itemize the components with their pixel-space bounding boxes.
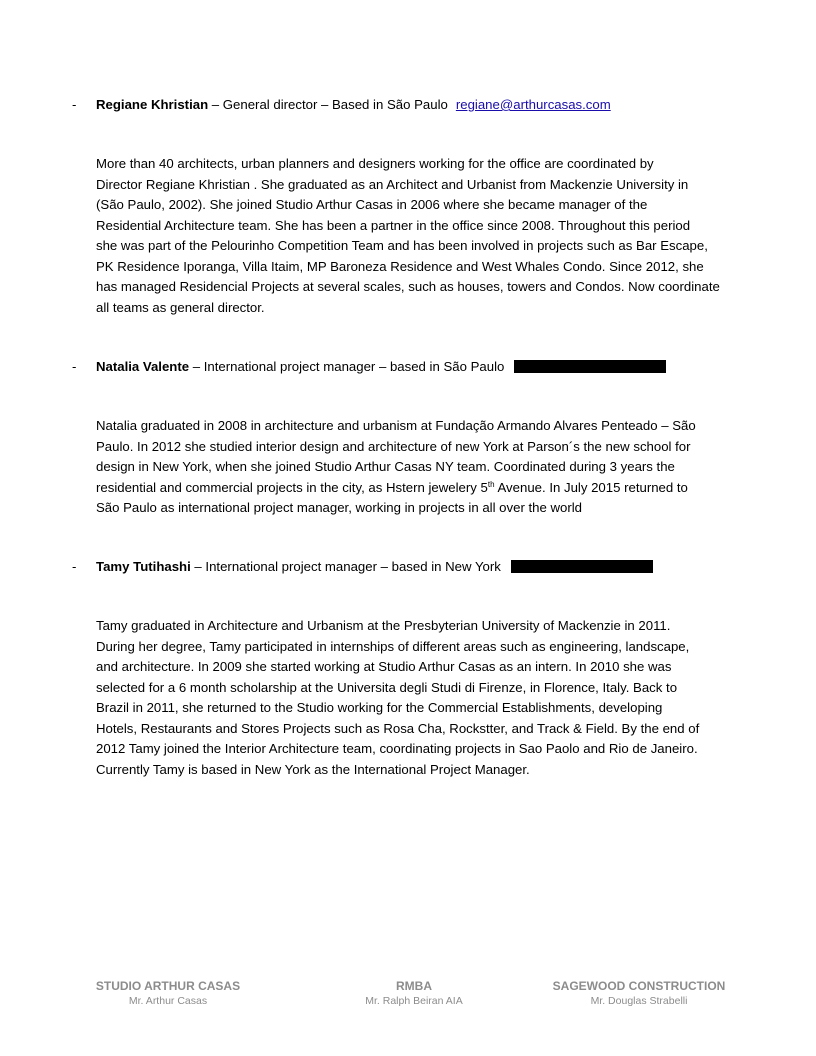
footer-person: Mr. Arthur Casas	[128, 995, 208, 1007]
footer-rmba	[330, 978, 498, 1008]
bio-natalia	[96, 416, 724, 519]
bio-regiane	[96, 154, 724, 318]
bio-line: 2012 Tamy joined the Interior Architecture team, coordinating projects in Sao Paolo and Rio de Janeiro.	[96, 741, 698, 756]
bio-line: Residential Architecture team. She has been a partner in the office since 2008. Throughout this period	[96, 217, 691, 233]
footer-org: STUDIO ARTHUR CASAS	[95, 979, 241, 993]
footer-sagewood-construction	[546, 978, 732, 1008]
footer-org: RMBA	[396, 979, 432, 993]
bio-line: she was part of the Pelourinho Competition Team and has been involved in projects such as Bar Escape,	[96, 238, 708, 253]
bio-line: During her degree, Tamy participated in internships of different areas such as engineering, landscape,	[96, 638, 690, 654]
bio-line: Currently Tamy is based in New York as the International Project Manager.	[96, 761, 530, 777]
page-footer	[0, 978, 816, 1018]
bullet-dash: -	[72, 359, 77, 374]
bio-line: Hotels, Restaurants and Stores Projects such as Rosa Cha, Rockstter, and Track & Field. By the end of	[96, 720, 700, 736]
heading-text	[96, 357, 666, 377]
redacted-email	[514, 360, 666, 373]
bio-line	[96, 478, 724, 499]
heading-text	[96, 95, 611, 115]
person-role: – General director – Based in São Paulo	[208, 97, 448, 112]
bio-line: PK Residence Iporanga, Villa Itaim, MP Baroneza Residence and West Whales Condo. Since 2012, she	[96, 258, 704, 274]
bio-line: São Paulo as international project manager, working in projects in all over the world	[96, 500, 583, 515]
bullet-dash: -	[72, 559, 77, 574]
bullet-dash: -	[72, 97, 77, 112]
email-link[interactable]: regiane@arthurcasas.com	[455, 97, 611, 112]
footer-person: Mr. Douglas Strabelli	[590, 995, 688, 1007]
bio-line: Natalia graduated in 2008 in architecture and urbanism at Fundação Armando Alvares Penteado – São	[96, 418, 696, 433]
footer-org: SAGEWOOD CONSTRUCTION	[552, 979, 726, 993]
bio-line: has managed Residencial Projects at several scales, such as houses, towers and Condos. Now coordinate	[96, 279, 720, 294]
bio-line: selected for a 6 month scholarship at the Universita degli Studi di Firenze, in Florence, Italy. Back to	[96, 679, 678, 695]
person-role: – International project manager – based in New York	[190, 559, 501, 574]
bio-line: Paulo. In 2012 she studied interior design and architecture of new York at Parson´s the new school for	[96, 438, 691, 454]
person-role: – International project manager – based in São Paulo	[189, 359, 505, 374]
bio-text: residential and commercial projects in the city, as Hstern jewelery 5	[96, 479, 488, 495]
person-name: Natalia Valente	[96, 359, 190, 374]
bio-line: all teams as general director.	[96, 299, 265, 315]
footer-person: Mr. Ralph Beiran AIA	[365, 995, 463, 1007]
footer-studio-arthur-casas	[68, 978, 268, 1008]
bio-line: Tamy graduated in Architecture and Urbanism at the Presbyterian University of Mackenzie in 2011.	[96, 618, 671, 633]
redacted-email	[511, 560, 653, 573]
entry-heading-natalia	[0, 357, 816, 377]
bio-line: and architecture. In 2009 she started working at Studio Arthur Casas as an intern. In 2010 she was	[96, 659, 672, 674]
bio-line: (São Paulo, 2002). She joined Studio Arthur Casas in 2006 where she became manager of the	[96, 197, 648, 212]
bio-line: Brazil in 2011, she returned to the Studio working for the Commercial Establishments, developing	[96, 700, 663, 715]
ordinal-suffix: th	[487, 479, 495, 489]
bio-tamy	[96, 616, 724, 780]
entry-heading-regiane	[0, 95, 816, 115]
entry-heading-tamy	[0, 557, 816, 577]
bio-text: Avenue. In July 2015 returned to	[494, 479, 688, 495]
bio-line: design in New York, when she joined Studio Arthur Casas NY team. Coordinated during 3 years the	[96, 459, 675, 474]
person-name: Tamy Tutihashi	[96, 559, 191, 574]
bio-line: More than 40 architects, urban planners and designers working for the office are coordinated by	[96, 156, 654, 171]
person-name: Regiane Khristian	[96, 97, 209, 112]
heading-text	[96, 557, 653, 577]
bio-line: Director Regiane Khristian . She graduated as an Architect and Urbanist from Mackenzie University in	[96, 176, 689, 192]
